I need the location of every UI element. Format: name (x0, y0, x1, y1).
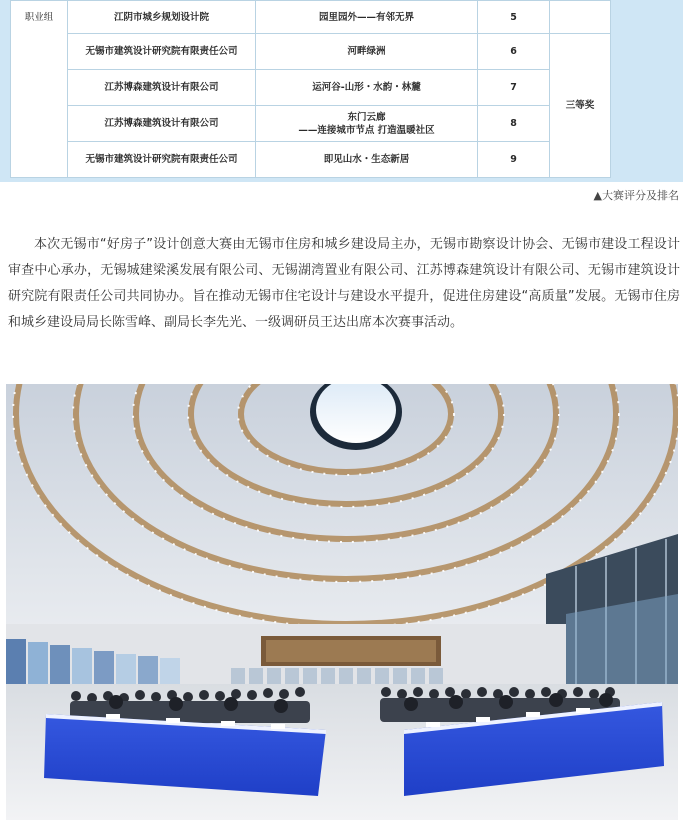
article-paragraph: 本次无锡市“好房子”设计创意大赛由无锡市住房和城乡建设局主办，无锡市勘察设计协会、无锡市建设工程设计审查中心承办，无锡城建梁溪发展有限公司、无锡湖湾置业有限公司、江苏博森建筑设计有限公司、无锡市建筑设计研究院有限责任公司共同协办。旨在推动无锡市住宅设计与建设水平提升，促进住房建设“高质量”发展。无锡市住房和城乡建设局局长陈雪峰、副局长李先光、一级调研员王达出席本次赛事活动。 (8, 237, 680, 330)
award-ranking-table (10, 0, 611, 178)
work-cell: 河畔绿洲 (256, 34, 478, 70)
table-row (11, 1, 611, 34)
table-caption: ▲大赛评分及排名 (593, 189, 679, 202)
event-photo (6, 384, 678, 820)
award-cell: 三等奖 (550, 34, 611, 178)
work-cell (256, 106, 478, 142)
rank-cell: 8 (478, 106, 550, 142)
table-row (11, 34, 611, 70)
award-table-section (0, 0, 683, 182)
company-cell: 无锡市建筑设计研究院有限责任公司 (68, 142, 256, 178)
work-cell: 园里园外——有邻无界 (256, 1, 478, 34)
company-cell: 江苏博森建筑设计有限公司 (68, 106, 256, 142)
work-line: 东门云廊 (347, 111, 386, 123)
rank-cell: 9 (478, 142, 550, 178)
table-row (11, 106, 611, 142)
work-cell: 即见山水・生态新居 (256, 142, 478, 178)
table-row (11, 142, 611, 178)
event-hall-illustration (6, 384, 678, 820)
work-cell: 运河谷-山形・水韵・林麓 (256, 70, 478, 106)
rank-cell: 7 (478, 70, 550, 106)
company-cell: 江苏博森建筑设计有限公司 (68, 70, 256, 106)
rank-cell: 5 (478, 1, 550, 34)
table-row (11, 70, 611, 106)
rank-cell: 6 (478, 34, 550, 70)
company-cell: 无锡市建筑设计研究院有限责任公司 (68, 34, 256, 70)
award-cell-empty (550, 1, 611, 34)
company-cell: 江阴市城乡规划设计院 (68, 1, 256, 34)
group-cell: 职业组 (11, 1, 68, 178)
work-line: ——连接城市节点 打造温暖社区 (298, 124, 435, 136)
